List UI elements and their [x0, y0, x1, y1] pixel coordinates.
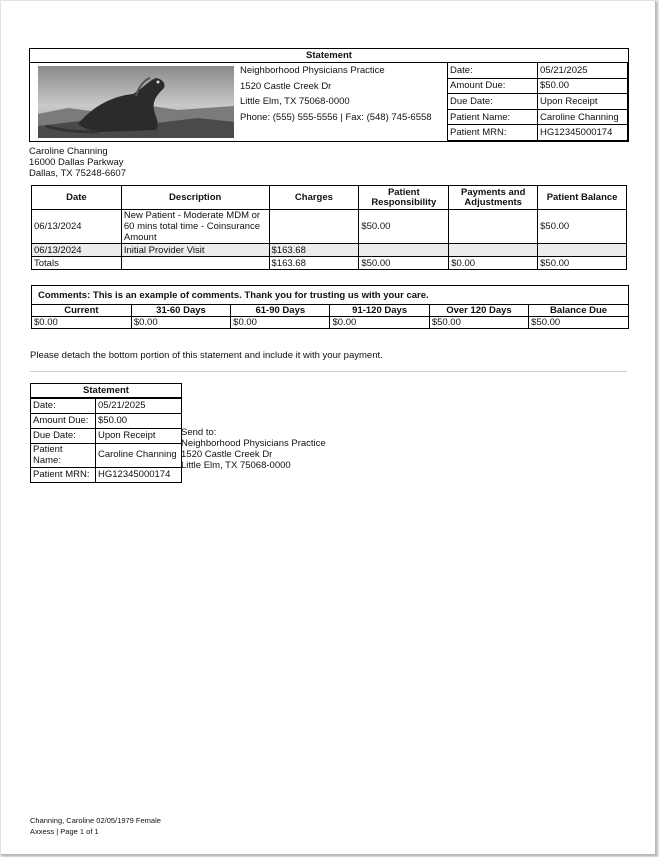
stub-label: Amount Due: — [31, 414, 96, 429]
totals-label: Totals — [32, 257, 122, 270]
detach-instructions: Please detach the bottom portion of this statement and include it with your payment. — [30, 350, 383, 361]
send-to-street: 1520 Castle Creek Dr — [181, 449, 273, 460]
stub-value: $50.00 — [96, 414, 182, 429]
cell-date: 06/13/2024 — [32, 244, 122, 257]
send-to-name: Neighborhood Physicians Practice — [181, 438, 326, 449]
statement-page — [1, 1, 656, 855]
send-to-address — [181, 427, 326, 471]
info-value: HG12345000174 — [538, 125, 628, 141]
stub-value: Upon Receipt — [96, 429, 182, 444]
patient-address — [29, 146, 126, 179]
info-row — [448, 109, 628, 125]
cell-patient-balance: $50.00 — [538, 210, 627, 244]
aging-header-row — [32, 305, 628, 317]
aging-header-31-60: 31-60 Days — [131, 305, 230, 317]
patient-street: 16000 Dallas Parkway — [29, 157, 124, 168]
info-label: Patient MRN: — [448, 125, 538, 141]
table-row — [32, 244, 627, 257]
footer-patient-line: Channing, Caroline 02/05/1979 Female — [30, 816, 161, 825]
payment-stub — [30, 383, 182, 483]
stub-row — [31, 468, 181, 483]
info-value: Upon Receipt — [538, 94, 628, 110]
aging-header-balance-due: Balance Due — [529, 305, 628, 317]
totals-patient-balance: $50.00 — [538, 257, 627, 270]
col-header-description: Description — [121, 186, 269, 210]
aging-value-over-120: $50.00 — [429, 317, 528, 329]
patient-name: Caroline Channing — [29, 146, 108, 157]
comments-text: Comments: This is an example of comments. Thank you for trusting us with your care. — [32, 286, 628, 305]
info-row — [448, 78, 628, 94]
cell-charges — [269, 210, 359, 244]
cell-payments-adjustments — [449, 244, 538, 257]
col-header-payments-adjustments: Payments and Adjustments — [449, 186, 538, 210]
info-value: 05/21/2025 — [538, 63, 628, 79]
send-to-label: Send to: — [181, 427, 217, 438]
cell-description: New Patient - Moderate MDM or 60 mins total time - Coinsurance Amount — [121, 210, 269, 244]
comments-box — [31, 285, 629, 329]
aging-table — [32, 305, 628, 328]
table-row — [32, 210, 627, 244]
practice-city: Little Elm, TX 75068-0000 — [240, 96, 350, 108]
info-label: Date: — [448, 63, 538, 79]
cell-patient-responsibility — [359, 244, 449, 257]
charges-header-row — [32, 186, 627, 210]
page-footer — [30, 815, 161, 837]
cell-date: 06/13/2024 — [32, 210, 122, 244]
stub-title: Statement — [31, 384, 181, 398]
aging-value-31-60: $0.00 — [131, 317, 230, 329]
statement-title: Statement — [30, 49, 628, 63]
stub-label: Patient MRN: — [31, 468, 96, 483]
statement-info-table — [447, 62, 628, 141]
stub-label: Date: — [31, 399, 96, 414]
totals-charges: $163.68 — [269, 257, 359, 270]
aging-value-current: $0.00 — [32, 317, 131, 329]
practice-name: Neighborhood Physicians Practice — [240, 65, 385, 76]
info-row — [448, 94, 628, 110]
col-header-patient-responsibility: Patient Responsibility — [359, 186, 449, 210]
practice-contact: Phone: (555) 555-5556 | Fax: (548) 745-6558 — [240, 111, 432, 123]
info-label: Amount Due: — [448, 78, 538, 94]
info-label: Patient Name: — [448, 109, 538, 125]
charges-table — [31, 185, 627, 270]
practice-street: 1520 Castle Creek Dr — [240, 80, 332, 92]
cell-patient-responsibility: $50.00 — [359, 210, 449, 244]
practice-address — [240, 63, 432, 125]
col-header-charges: Charges — [269, 186, 359, 210]
stub-row — [31, 399, 181, 414]
info-row — [448, 125, 628, 141]
aging-header-61-90: 61-90 Days — [231, 305, 330, 317]
aging-header-91-120: 91-120 Days — [330, 305, 429, 317]
cell-description: Initial Provider Visit — [121, 244, 269, 257]
col-header-patient-balance: Patient Balance — [538, 186, 627, 210]
stub-value: Caroline Channing — [96, 444, 182, 468]
stub-label: Patient Name: — [31, 444, 96, 468]
aging-header-current: Current — [32, 305, 131, 317]
aging-value-61-90: $0.00 — [231, 317, 330, 329]
detach-divider — [30, 371, 627, 372]
footer-page-line: Axxess | Page 1 of 1 — [30, 827, 99, 836]
aging-value-balance-due: $50.00 — [529, 317, 628, 329]
patient-city: Dallas, TX 75248-6607 — [29, 168, 126, 179]
info-row — [448, 63, 628, 79]
info-value: Caroline Channing — [538, 109, 628, 125]
totals-payments-adjustments: $0.00 — [449, 257, 538, 270]
aging-header-over-120: Over 120 Days — [429, 305, 528, 317]
stub-row — [31, 414, 181, 429]
stub-table — [31, 398, 181, 482]
col-header-date: Date — [32, 186, 122, 210]
send-to-city: Little Elm, TX 75068-0000 — [181, 460, 291, 471]
cell-charges: $163.68 — [269, 244, 359, 257]
stub-row — [31, 444, 181, 468]
practice-logo-image — [38, 66, 234, 138]
stub-label: Due Date: — [31, 429, 96, 444]
info-label: Due Date: — [448, 94, 538, 110]
totals-row — [32, 257, 627, 270]
statement-header — [29, 48, 629, 142]
totals-patient-responsibility: $50.00 — [359, 257, 449, 270]
aging-values-row — [32, 317, 628, 329]
stub-row — [31, 429, 181, 444]
cell-patient-balance — [538, 244, 627, 257]
stub-value: 05/21/2025 — [96, 399, 182, 414]
aging-value-91-120: $0.00 — [330, 317, 429, 329]
totals-description — [121, 257, 269, 270]
stub-value: HG12345000174 — [96, 468, 182, 483]
info-value: $50.00 — [538, 78, 628, 94]
cell-payments-adjustments — [449, 210, 538, 244]
